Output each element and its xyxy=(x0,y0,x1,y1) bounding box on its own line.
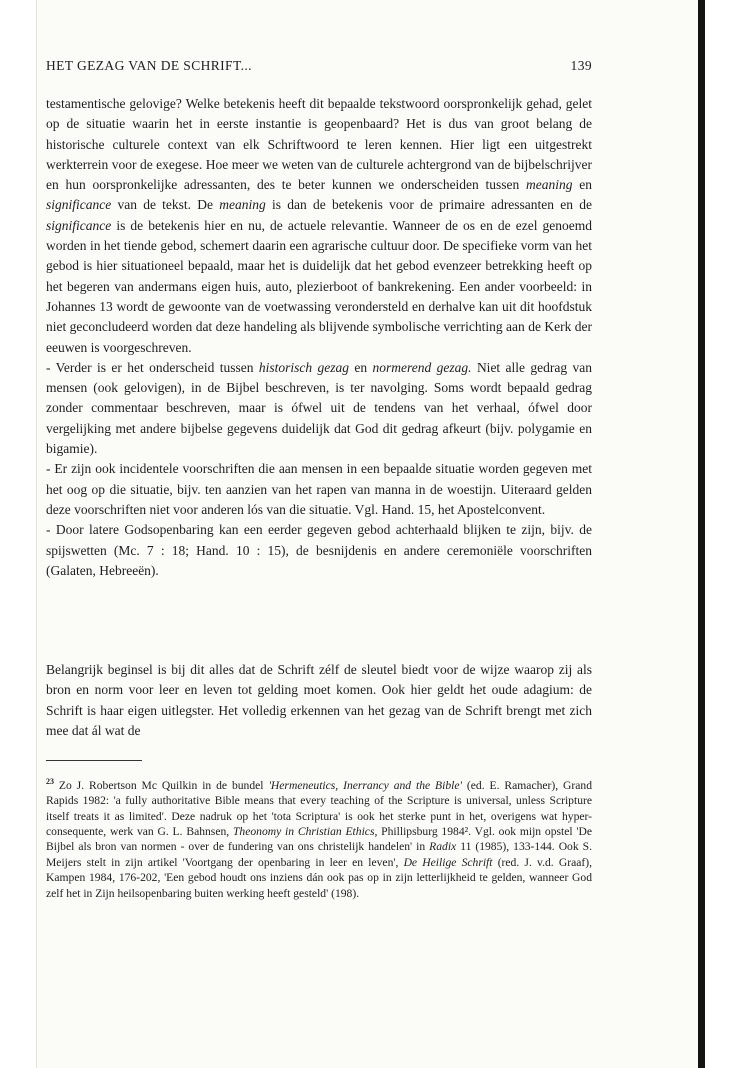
text-run: (red. J. v.d. Graaf), Kampen 1984, 176-202, 'Een gebod houdt ons inziens dán ook pas op in zijn letterlijkheid te gelden, wanneer God zelf het in Zijn heilsopenbaring buiten werking heeft gesteld' (198). xyxy=(46,855,593,900)
italic-title: 'Hermeneutics, Inerrancy and the Bible' xyxy=(268,778,463,792)
text-run: en xyxy=(579,177,592,193)
italic-term: significance xyxy=(46,197,112,213)
italic-term: meaning xyxy=(526,177,573,193)
italic-term: normerend gezag. xyxy=(372,359,472,375)
footnote xyxy=(46,774,592,901)
paragraph-2 xyxy=(46,358,592,459)
paragraph-5: Belangrijk beginsel is bij dit alles dat de Schrift zélf de sleutel biedt voor de wijze waarop zij als bron en norm voor leer en leven tot gelding moet komen. Ook hier geldt het oude adagium: de Schrift is haar eigen uitlegster. Het volledig erkennen van het gezag van de Schrift brengt met zich mee dat ál wat de xyxy=(46,662,592,738)
paragraph-1 xyxy=(46,94,592,358)
page-number: 139 xyxy=(570,58,592,73)
paragraph-3: - Er zijn ook incidentele voorschriften die aan mensen in een bepaalde situatie worden gegeven met het oog op die situatie, bijv. ten aanzien van het rapen van manna in de woestijn. Uiteraard gelden deze voorschriften niet voor anderen lós van die situatie. Vgl. Hand. 15, het Apostelconvent. xyxy=(46,461,592,517)
text-run: - Verder is er het onderscheid tussen xyxy=(46,359,254,375)
italic-term: meaning xyxy=(219,197,266,213)
italic-title: De Heilige Schrift xyxy=(403,855,493,869)
text-run: van de tekst. De xyxy=(117,197,214,213)
scan-edge-bar xyxy=(698,0,705,1068)
text-run: Zo J. Robertson Mc Quilkin in de bundel xyxy=(58,778,264,792)
text-run: Phillipsburg 1984². Vgl. ook mijn opstel 'De Bijbel als bron van normen - over de fundering van ons christelijk handelen' in xyxy=(46,825,592,854)
footnote-number: 23 xyxy=(46,777,54,786)
text-run: testamentische gelovige? Welke betekenis heeft dit bepaalde tekstwoord oorspronkelijk gehad, gelet op de situatie waarin het in eerste instantie is geopenbaard? Het is dus van groot belang de historische culturele context van elk Schriftwoord te leren kennen. Hier ligt een uitgestrekt werkterrein voor de exegese. Hoe meer we weten van de culturele achtergrond van de bijbelschrijver en hun oorspronkelijke adressanten, des te beter kunnen we onderscheiden tussen xyxy=(46,96,592,193)
text-run: is dan de betekenis voor de primaire adressanten en de xyxy=(272,197,592,213)
text-run: 11 (1985), 133-144. Ook S. Meijers stelt in zijn artikel 'Voortgang der openbaring in leer en leven', xyxy=(46,840,592,869)
body-text-2 xyxy=(46,660,592,741)
text-run: (ed. E. Ramacher), Grand Rapids 1982: 'a fully authoritative Bible means that every teaching of the Scripture is universal, unless Scripture itself treats it as limited'. Deze nadruk op het 'tota Scriptura' is ook het sterke punt in het, overigens wat hyper-consequente, werk van G. L. Bahnsen, xyxy=(46,778,593,839)
footnote-rule xyxy=(46,760,142,761)
italic-title: Theonomy in Christian Ethics, xyxy=(232,825,378,839)
text-run: en xyxy=(354,359,368,375)
body-text xyxy=(46,94,592,581)
italic-title: Radix xyxy=(429,840,457,854)
running-title: HET GEZAG VAN DE SCHRIFT... xyxy=(46,58,252,73)
text-run: is de betekenis hier en nu, de actuele relevantie. Wanneer de os en de ezel genoemd worden in het tiende gebod, schemert daarin een agrarische cultuur door. De specifieke vorm van het gebod is hier situationeel bepaald, maar het is duidelijk dat het gebod evenzeer betrekking heeft op het begeren van andermans eigen huis, auto, plezierboot of bankrekening. Een ander voorbeeld: in Johannes 13 wordt de gewoonte van de voetwassing verondersteld en derhalve kan uit dit hoofdstuk niet geconcludeerd worden dat deze handeling als blijvende symbolische verrichting aan de Kerk der eeuwen is voorgeschreven. xyxy=(46,217,593,355)
text-run: Niet alle gedrag van mensen (ook gelovigen), in de Bijbel beschreven, is ter navolging. Soms wordt bepaald gedrag zonder commentaar beschreven, maar is ófwel uit de tendens van het verhaal, ófwel door vergelijking met andere bijbelse gegevens duidelijk dat God dit gedrag afkeurt (bijv. polygamie en bigamie). xyxy=(46,359,593,457)
italic-term: significance xyxy=(46,217,112,233)
paragraph-4: - Door latere Godsopenbaring kan een eerder gegeven gebod achterhaald blijken te zijn, bijv. de spijswetten (Mc. 7 : 18; Hand. 10 : 15), de besnijdenis en andere ceremoniële voorschriften (Galaten, Hebreeën). xyxy=(46,522,592,578)
italic-term: historisch gezag xyxy=(258,359,350,375)
